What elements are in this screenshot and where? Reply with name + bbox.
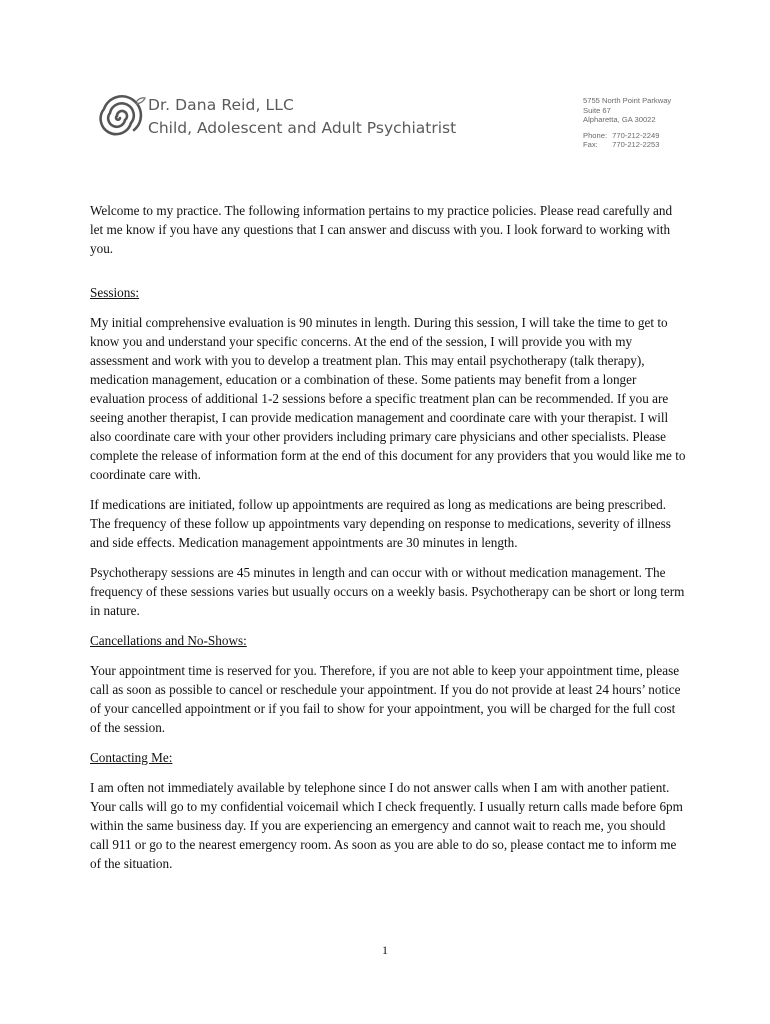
phone-label: Phone: [583,130,608,140]
fax-line [583,140,671,150]
practice-brand [148,94,456,139]
contacting-paragraph: I am often not immediately available by telephone since I do not answer calls when I am with another patient. Your calls will go to my confidential voicemail which I check frequently. I usually return calls made before 6pm within the same business day. If you are experiencing an emergency and cannot wait to reach me, you should call 911 or go to the nearest emergency room. As soon as you are able to do so, please contact me to inform me of the situation. [90,780,683,871]
sessions-heading: Sessions: [90,285,140,300]
cancellations-paragraph: Your appointment time is reserved for you. Therefore, if you are not able to keep your appointment time, please call as soon as possible to cancel or reschedule your appointment. If you do not provide at least 24 hours’ notice of your cancelled appointment or if you fail to show for your appointment, you will be charged for the full cost of the session. [90,663,681,735]
address-suite: Suite 67 [583,105,611,115]
page-number: 1 [382,943,388,957]
practice-name: Dr. Dana Reid, LLC [148,96,294,114]
phone-number: 770-212-2249 [612,130,660,140]
intro-paragraph: Welcome to my practice. The following information pertains to my practice policies. Please read carefully and let me know if you have any questions that I can answer and discuss with you. I look forward to working with you. [90,203,673,256]
sessions-paragraph-3: Psychotherapy sessions are 45 minutes in length and can occur with or without medication management. The frequency of these sessions varies but usually occurs on a weekly basis. Psychotherapy can be short or long term in nature. [90,565,685,618]
fax-label: Fax: [583,140,598,150]
contact-block [583,96,671,150]
cancellations-heading: Cancellations and No-Shows: [90,633,247,648]
address-street: 5755 North Point Parkway [583,96,672,105]
fax-number: 770-212-2253 [612,140,660,150]
phone-line [583,131,671,141]
address-city: Alpharetta, GA 30022 [583,115,656,125]
document-body [90,201,686,884]
practice-title: Child, Adolescent and Adult Psychiatrist [148,119,457,137]
spiral-logo-icon [90,92,146,144]
sessions-paragraph-1: My initial comprehensive evaluation is 90 minutes in length. During this session, I will take the time to get to know you and understand your specific concerns. At the end of the session, I will provide you with my assessment and work with you to develop a treatment plan. This may entail psychotherapy (talk therapy), medication management, education or a combination of these. Some patients may benefit from a longer evaluation process of additional 1-2 sessions before a specific treatment plan can be recommended. If you are seeing another therapist, I can provide medication management and coordinate care with your therapist. I will also coordinate care with your other providers including primary care physicians and other specialists. Please complete the release of information form at the end of this document for any providers that you would like me to coordinate care with. [90,315,686,482]
sessions-paragraph-2: If medications are initiated, follow up appointments are required as long as medications are being prescribed. The frequency of these follow up appointments vary depending on response to medications, severity of illness and side effects. Medication management appointments are 30 minutes in length. [90,497,671,550]
contacting-heading: Contacting Me: [90,750,173,765]
letterhead [90,88,690,158]
